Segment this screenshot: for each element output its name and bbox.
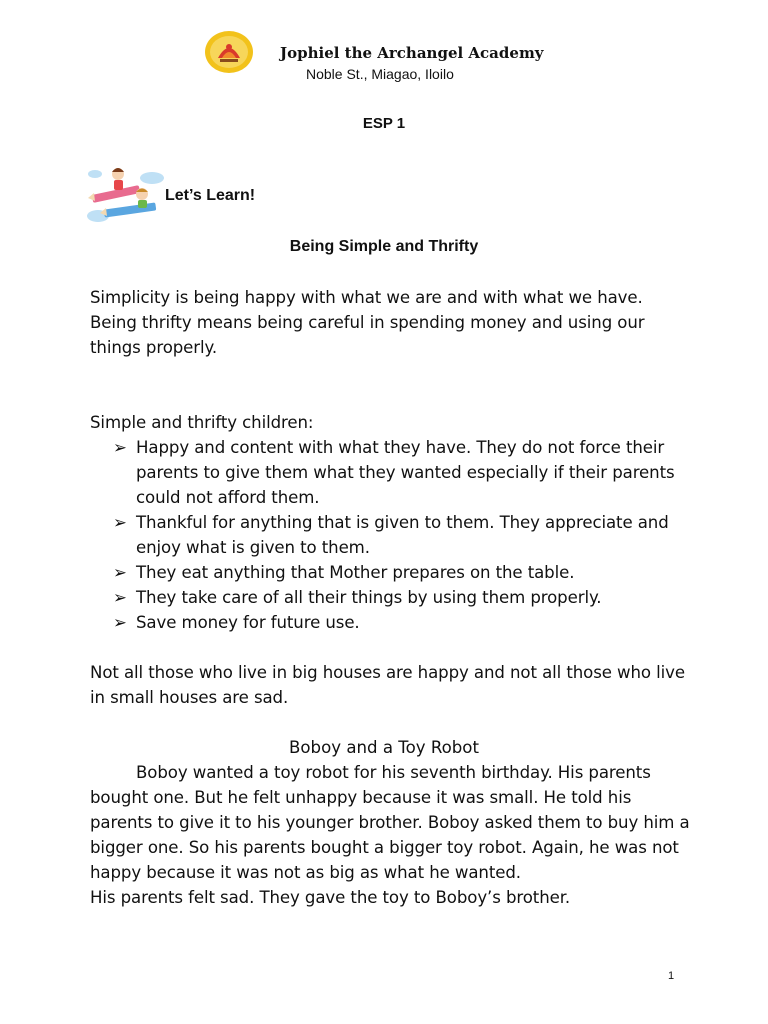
arrow-bullet-icon: ➢ <box>113 563 127 582</box>
list-item-text: Save money for future use. <box>136 613 360 632</box>
school-address: Noble St., Miagao, Iloilo <box>306 66 454 82</box>
page-number: 1 <box>668 970 675 982</box>
closing-paragraph: Not all those who live in big houses are happy and not all those who live in small houses are sad. <box>90 663 686 707</box>
story-body <box>90 760 690 910</box>
lesson-title: Being Simple and Thrifty <box>289 238 479 255</box>
school-name: Jophiel the Archangel Academy <box>280 44 544 62</box>
story-last-line: His parents felt sad. They gave the toy to Boboy’s brother. <box>90 888 571 907</box>
arrow-bullet-icon: ➢ <box>113 613 127 632</box>
definition-simplicity: Simplicity is being happy with what we are and with what we have. <box>90 288 643 307</box>
subject-title: ESP 1 <box>362 115 406 132</box>
definitions <box>90 285 690 360</box>
school-seal-icon <box>204 30 254 74</box>
bullet-list <box>113 435 703 635</box>
story-title: Boboy and a Toy Robot <box>289 738 479 757</box>
list-item <box>113 610 703 635</box>
lets-learn-label: Let’s Learn! <box>165 187 256 204</box>
list-intro: Simple and thrifty children: <box>90 413 314 432</box>
list-item <box>113 435 703 510</box>
definition-thrifty: Being thrifty means being careful in spending money and using our things properly. <box>90 313 645 357</box>
arrow-bullet-icon: ➢ <box>113 513 127 532</box>
children-on-pencils-icon <box>86 160 166 228</box>
list-item-text: Happy and content with what they have. They do not force their parents to give them what they wanted especially if their parents could not afford them. <box>136 438 675 507</box>
list-item <box>113 510 703 560</box>
list-item <box>113 585 703 610</box>
story-paragraph: Boboy wanted a toy robot for his seventh birthday. His parents bought one. But he felt unhappy because it was small. He told his parents to give it to his younger brother. Boboy asked them to buy him a bigger one. So his parents bought a bigger toy robot. Again, he was not happy because it was not as big as what he wanted. <box>90 763 690 882</box>
arrow-bullet-icon: ➢ <box>113 588 127 607</box>
list-item-text: They take care of all their things by using them properly. <box>136 588 602 607</box>
list-item <box>113 560 703 585</box>
arrow-bullet-icon: ➢ <box>113 438 127 457</box>
list-item-text: Thankful for anything that is given to them. They appreciate and enjoy what is given to them. <box>136 513 669 557</box>
list-item-text: They eat anything that Mother prepares on the table. <box>136 563 575 582</box>
